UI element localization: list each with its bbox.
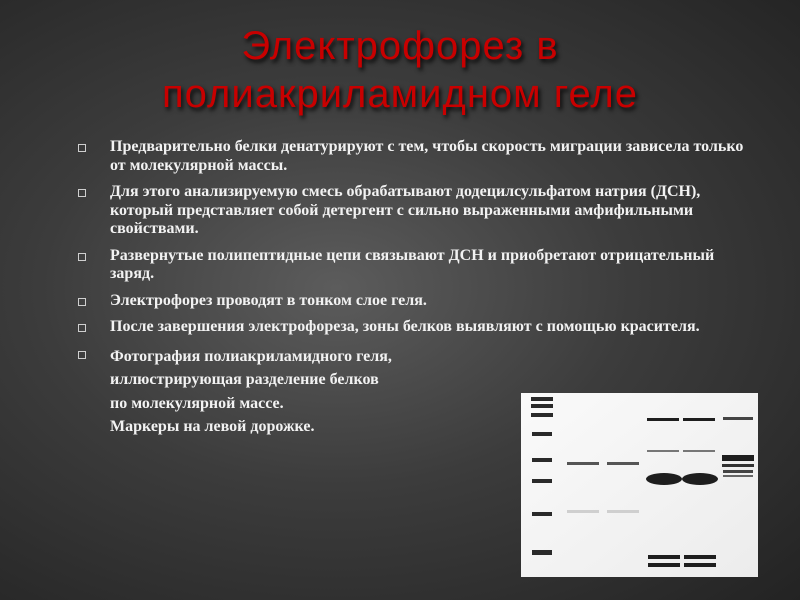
bullet-item [78,138,758,175]
bullet-text: После завершения электрофореза, зоны белков выявляют с помощью красителя. [110,318,700,335]
protein-band [648,563,680,567]
protein-band [722,455,754,461]
protein-band [682,473,718,485]
hollow-square-bullet-icon [78,324,86,332]
slide-title [60,22,740,118]
gel-background [521,393,758,577]
caption-line-3: по молекулярной массе. [110,394,284,412]
hollow-square-bullet-icon [78,189,86,197]
hollow-square-bullet-icon [78,351,86,359]
protein-band [723,417,753,420]
marker-band [532,479,552,483]
protein-band [647,418,679,421]
bullet-item [78,292,758,311]
bullet-text: Электрофорез проводят в тонком слое геля. [110,291,427,309]
protein-band [684,555,716,559]
protein-band [683,418,715,421]
marker-band [532,512,552,516]
bullet-item [78,318,758,337]
bullet-text: Для этого анализируемую смесь обрабатывают додецилсульфатом натрия (ДСН), который представляет собой детергент с сильно выраженными амфифильными свойствами. [110,183,701,237]
protein-band [567,510,599,513]
marker-band [532,550,552,555]
bullet-text: Развернутые полипептидные цепи связывают ДСН и приобретают отрицательный заряд. [110,246,715,282]
marker-band [531,413,553,417]
protein-band [683,450,715,452]
protein-band [684,563,716,567]
protein-band [648,555,680,559]
bullet-item [78,183,758,239]
marker-band [531,404,553,408]
title-line-2: полиакриламидном геле [162,72,638,116]
title-line-1: Электрофорез в [241,24,559,68]
caption-line-2: иллюстрирующая разделение белков [110,371,379,388]
hollow-square-bullet-icon [78,144,86,152]
protein-band [723,475,753,477]
gel-image [521,393,758,577]
marker-band [532,432,552,436]
bullet-item [78,247,758,284]
protein-band [567,462,599,465]
hollow-square-bullet-icon [78,253,86,261]
protein-band [722,464,754,467]
hollow-square-bullet-icon [78,298,86,306]
caption-line-1: Фотография полиакриламидного геля, [110,347,392,365]
protein-band [647,450,679,452]
protein-band [646,473,682,485]
protein-band [607,462,639,465]
protein-band [607,510,639,513]
bullet-text: Предварительно белки денатурируют с тем, чтобы скорость миграции зависела только от молекулярной массы. [110,138,744,174]
gel-photo [521,393,758,577]
marker-band [532,458,552,462]
caption-line-4: Маркеры на левой дорожке. [110,418,315,435]
marker-band [531,397,553,401]
protein-band [723,470,753,473]
